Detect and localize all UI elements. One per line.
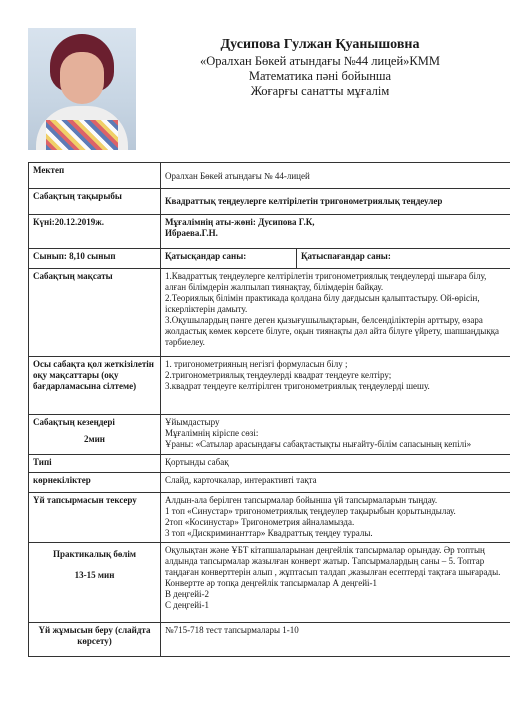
teacher-school: «Оралхан Бөкей атындағы №44 лицей»КММ xyxy=(200,54,440,68)
objective-item: 1. тригонометрияның негізгі формуласын білу ; xyxy=(165,359,348,369)
homework-check-value xyxy=(161,493,510,543)
present-label: Қатысқандар саны: xyxy=(161,249,297,269)
practical-value xyxy=(161,543,510,623)
practical-item: В деңгейі-2 xyxy=(165,589,210,599)
practical-item: Оқулықтан және ҰБТ кітапшаларынан деңгейлік тапсырмалар орындау. Әр топтың алдында тапсырмалар жазылған конверт жатыр. Тапсырмалардың саны – 5. Топтар таңдаған конверттерін алып , жұптасып талдап ,жазылған есептерді тақтаға шығарады. Конвертте әр топқа деңгейлік тапсырмалар А деңгейі-1 xyxy=(165,545,501,588)
stage-item: Ұйымдастыру xyxy=(165,417,220,427)
practical-label: Практикалық бөлім xyxy=(52,549,137,559)
teacher-cell xyxy=(161,215,510,249)
type-label: Типі xyxy=(29,455,161,473)
practical-time: 13-15 мин xyxy=(74,570,115,580)
school-label: Мектеп xyxy=(29,163,161,189)
goal-label: Сабақтың мақсаты xyxy=(29,269,161,357)
topic-value: Квадраттық теңдеулерге келтірілетін тригонометриялық теңдеулер xyxy=(161,189,510,215)
homework-check-item: Алдын-ала берілген тапсырмалар бойынша үй тапсырмаларын тыңдау. xyxy=(165,495,438,505)
teacher-photo xyxy=(28,28,136,150)
teacher-subject: Математика пәні бойынша xyxy=(248,69,392,83)
row-homework-check xyxy=(29,493,510,543)
homework-label: Үй жұмысын беру (слайдта көрсету) xyxy=(29,623,161,657)
row-type xyxy=(29,455,510,473)
homework-value: №715-718 тест тапсырмалары 1-10 xyxy=(161,623,510,657)
row-date xyxy=(29,215,510,249)
row-stages xyxy=(29,415,510,455)
teacher-names-line1: Мұғалімнің аты-жөні: Дусипова Г.К, xyxy=(165,217,315,227)
homework-check-item: 2топ «Косинустар» Тригонометрия айналамызда. xyxy=(165,517,355,527)
stage-item: Ұраны: «Сатылар арасындағы сабақтастықты нығайту-білім сапасының кепілі» xyxy=(165,439,472,449)
stages-time: 2мин xyxy=(83,434,105,444)
type-value: Қортынды сабақ xyxy=(161,455,510,473)
objectives-value xyxy=(161,357,510,415)
lesson-plan-table xyxy=(28,162,510,657)
objective-item: 3.квадрат теңдеуге келтірілген тригонометриялық теңдеулерді шешу. xyxy=(165,381,430,391)
goal-item: 2.Теориялық білімін практикада қолдана білу дағдысын қалыптастыру. Ой-өрісін, іскерліктерін дамыту. xyxy=(165,293,480,314)
photo-face xyxy=(60,52,104,104)
teacher-category: Жоғарғы санатты мұғалім xyxy=(250,84,390,98)
stages-label: Сабақтың кезеңдері xyxy=(33,417,115,427)
stages-cell xyxy=(29,415,161,455)
row-visual xyxy=(29,473,510,493)
objectives-label: Осы сабақта қол жеткізілетін оқу мақсаттары (оқу бағдарламасына сілтеме) xyxy=(29,357,161,415)
row-objectives xyxy=(29,357,510,415)
teacher-name: Дусипова Гулжан Қуанышовна xyxy=(220,37,420,52)
goal-item: 1.Квадраттық теңдеулерге келтірілетін тригонометриялық теңдеулерді шығара білу, алған білімдерін жалпылап тиянақтау, білімдерін байқау. xyxy=(165,271,487,292)
visual-value: Слайд, карточкалар, интерактивті тақта xyxy=(161,473,510,493)
row-class xyxy=(29,249,510,269)
homework-check-item: 1 топ «Синустар» тригонометриялық теңдеулер тақырыбын қорытындылау. xyxy=(165,506,456,516)
row-topic xyxy=(29,189,510,215)
practical-cell xyxy=(29,543,161,623)
objective-item: 2.тригонометриялық теңдеулерді квадрат теңдеуге келтіру; xyxy=(165,370,392,380)
row-school xyxy=(29,163,510,189)
stages-value xyxy=(161,415,510,455)
homework-check-label: Үй тапсырмасын тексеру xyxy=(29,493,161,543)
row-goal xyxy=(29,269,510,357)
class-label: Сынып: 8,10 сынып xyxy=(29,249,161,269)
teacher-names-line2: Ибраева.Г.Н. xyxy=(165,228,218,238)
row-homework xyxy=(29,623,510,657)
school-value: Оралхан Бөкей атындағы № 44-лицей xyxy=(161,163,510,189)
goal-item: 3.Оқушылардың пәнге деген қызығушылықтарын, белсенділіктерін арттыру, өзара жолдастық көмек көрсете білуге, оқын тиянақты дәл айта білуге үйрету, шапшаңдыққа тәрбиелеу. xyxy=(165,315,500,347)
teacher-header xyxy=(150,36,490,99)
homework-check-item: 3 топ «Дискриминанттар» Квадраттық теңдеу туралы. xyxy=(165,528,373,538)
stage-item: Мұғалімнің кіріспе сөзі: xyxy=(165,428,259,438)
practical-item: С деңгейі-1 xyxy=(165,600,210,610)
absent-label: Қатыспағандар саны: xyxy=(297,249,510,269)
visual-label: көрнекіліктер xyxy=(29,473,161,493)
date-label: Күні:20.12.2019ж. xyxy=(29,215,161,249)
goal-value xyxy=(161,269,510,357)
topic-label: Сабақтың тақырыбы xyxy=(29,189,161,215)
row-practical xyxy=(29,543,510,623)
photo-scarf xyxy=(46,120,118,150)
